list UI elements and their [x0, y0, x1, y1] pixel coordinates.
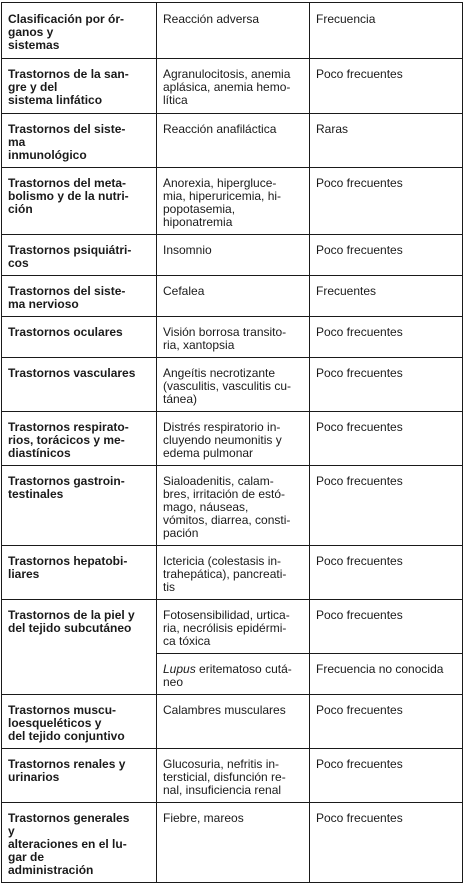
reaction-text: eritematoso cutá- neo	[163, 662, 292, 689]
table-row	[2, 276, 463, 317]
organ-class-cell: Trastornos hepatobi- liares	[2, 546, 157, 600]
organ-class-cell: Trastornos del siste- ma nervioso	[2, 276, 157, 317]
reaction-cell	[157, 654, 310, 695]
frequency-cell: Poco frecuentes	[310, 412, 463, 466]
frequency-cell: Poco frecuentes	[310, 466, 463, 546]
reaction-cell: Visión borrosa transito- ria, xantopsia	[157, 317, 310, 358]
header-frequency: Frecuencia	[310, 3, 463, 59]
frequency-cell: Poco frecuentes	[310, 59, 463, 114]
frequency-cell: Poco frecuentes	[310, 803, 463, 883]
adverse-reactions-table	[1, 2, 463, 883]
reaction-cell: Angeítis necrotizante (vasculitis, vasculitis cu- tánea)	[157, 358, 310, 412]
table-row	[2, 317, 463, 358]
organ-class-cell: Trastornos vasculares	[2, 358, 157, 412]
organ-class-cell: Trastornos de la piel y del tejido subcutáneo	[2, 600, 157, 695]
table-row	[2, 466, 463, 546]
organ-class-cell: Trastornos gastroin- testinales	[2, 466, 157, 546]
frequency-cell: Poco frecuentes	[310, 600, 463, 654]
table-row	[2, 235, 463, 276]
table-header-row	[2, 3, 463, 59]
table-row	[2, 749, 463, 803]
reaction-cell: Cefalea	[157, 276, 310, 317]
frequency-cell: Poco frecuentes	[310, 317, 463, 358]
reaction-cell: Insomnio	[157, 235, 310, 276]
frequency-cell: Poco frecuentes	[310, 695, 463, 749]
organ-class-cell: Trastornos generales y alteraciones en el lu- gar de administración	[2, 803, 157, 883]
table-row	[2, 114, 463, 168]
table-row	[2, 546, 463, 600]
frequency-cell: Frecuencia no conocida	[310, 654, 463, 695]
reaction-cell: Ictericia (colestasis in- trahepática), pancreati- tis	[157, 546, 310, 600]
frequency-cell: Raras	[310, 114, 463, 168]
organ-class-cell: Trastornos de la san- gre y del sistema linfático	[2, 59, 157, 114]
organ-class-cell: Trastornos renales y urinarios	[2, 749, 157, 803]
table-row	[2, 600, 463, 654]
table-row	[2, 59, 463, 114]
table-row	[2, 695, 463, 749]
reaction-cell: Agranulocitosis, anemia aplásica, anemia hemo- lítica	[157, 59, 310, 114]
frequency-cell: Frecuentes	[310, 276, 463, 317]
organ-class-cell: Trastornos oculares	[2, 317, 157, 358]
reaction-cell: Fotosensibilidad, urtica- ria, necrólisis epidérmi- ca tóxica	[157, 600, 310, 654]
organ-class-cell: Trastornos psiquiátri- cos	[2, 235, 157, 276]
organ-class-cell: Trastornos del meta- bolismo y de la nutri- ción	[2, 168, 157, 235]
frequency-cell: Poco frecuentes	[310, 546, 463, 600]
frequency-cell: Poco frecuentes	[310, 235, 463, 276]
reaction-cell: Distrés respiratorio in- cluyendo neumonitis y edema pulmonar	[157, 412, 310, 466]
frequency-cell: Poco frecuentes	[310, 168, 463, 235]
table-row	[2, 358, 463, 412]
table-row	[2, 412, 463, 466]
reaction-cell: Fiebre, mareos	[157, 803, 310, 883]
reaction-italic-text: Lupus	[163, 662, 196, 676]
reaction-cell: Calambres musculares	[157, 695, 310, 749]
organ-class-cell: Trastornos respirato- rios, torácicos y me- diastínicos	[2, 412, 157, 466]
reaction-cell: Reacción anafiláctica	[157, 114, 310, 168]
reaction-cell: Anorexia, hiperglucе- mia, hiperuricemia, hi- popotasemia, hiponatremia	[157, 168, 310, 235]
organ-class-cell: Trastornos del siste- ma inmunológico	[2, 114, 157, 168]
reaction-cell: Sialoadenitis, calam- bres, irritación de estó- mago, náuseas, vómitos, diarrea, consti- pación	[157, 466, 310, 546]
header-organ-class: Clasificación por ór- ganos y sistemas	[2, 3, 157, 59]
organ-class-cell: Trastornos muscu- loesqueléticos y del tejido conjuntivo	[2, 695, 157, 749]
frequency-cell: Poco frecuentes	[310, 358, 463, 412]
table-row	[2, 168, 463, 235]
reaction-cell: Glucosuria, nefritis in- tersticial, disfunción re- nal, insuficiencia renal	[157, 749, 310, 803]
table-row	[2, 803, 463, 883]
frequency-cell: Poco frecuentes	[310, 749, 463, 803]
header-adverse-reaction: Reacción adversa	[157, 3, 310, 59]
